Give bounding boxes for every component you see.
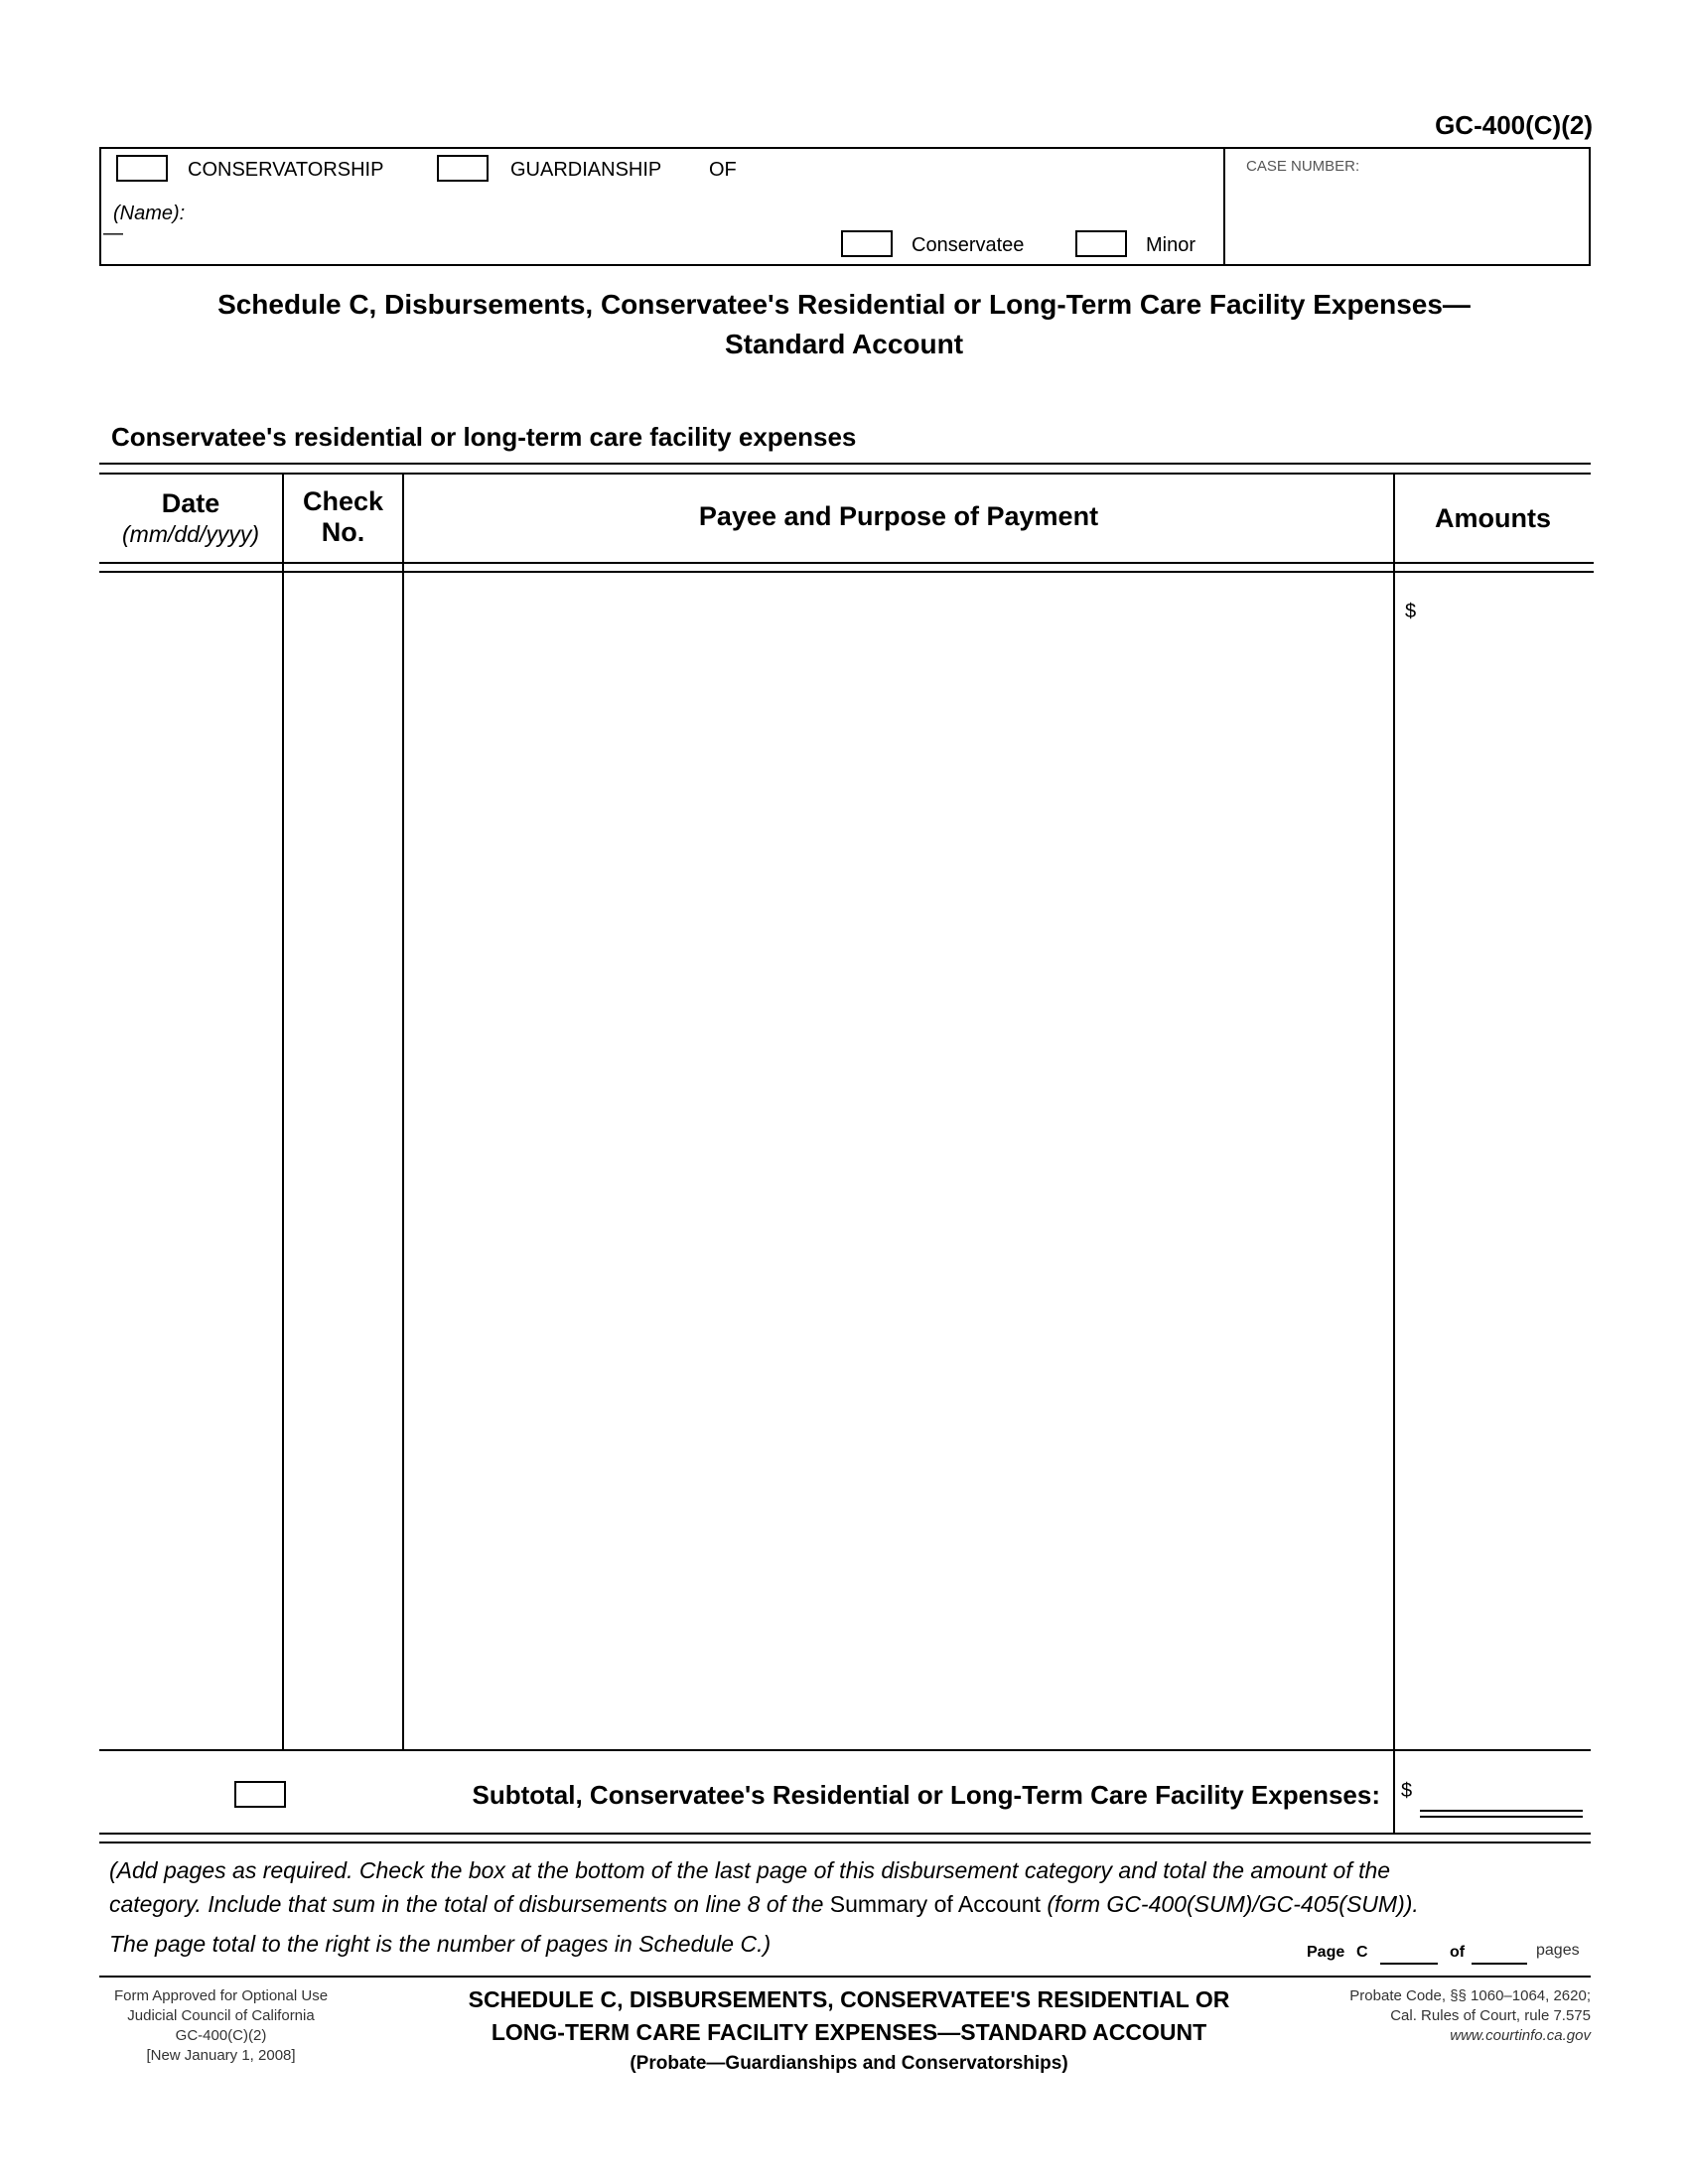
col-divider-check	[402, 473, 404, 1749]
page-number-input[interactable]	[1380, 1939, 1438, 1965]
subtotal-bottom-rule	[99, 1833, 1591, 1835]
table-top-rule-2	[99, 473, 1591, 475]
guardianship-label: GUARDIANSHIP	[510, 159, 662, 181]
of-pages-label: of	[1450, 1944, 1466, 1961]
name-label: (Name):	[113, 203, 186, 224]
instructions-line-3: The page total to the right is the number of pages in Schedule C.)	[109, 1931, 772, 1957]
header-bottom-rule-2	[99, 571, 1594, 573]
name-input[interactable]	[209, 201, 808, 228]
instructions-line-2	[109, 1887, 1599, 1921]
form-number: GC-400(C)(2)	[1435, 110, 1593, 140]
footer-left-line-1: Form Approved for Optional Use	[113, 1987, 329, 2004]
conservatorship-label: CONSERVATORSHIP	[188, 159, 384, 181]
col-divider-date	[282, 473, 284, 1749]
subtotal-bottom-rule-2	[99, 1842, 1591, 1843]
subtotal-double-rule-1	[1420, 1810, 1583, 1812]
footer-center	[377, 1983, 1321, 2079]
page-prefix: C	[1356, 1944, 1368, 1961]
footer-center-line-3: (Probate—Guardianships and Conservatorships)	[630, 2053, 1068, 2074]
footer-right-line-2: Cal. Rules of Court, rule 7.575	[1390, 2007, 1591, 2024]
footer-left-line-3: GC-400(C)(2)	[175, 2027, 267, 2044]
date-header-label: Date	[161, 488, 220, 518]
instructions-line-2c: (form GC-400(SUM)/GC-405(SUM)).	[1047, 1891, 1419, 1917]
footer-right	[1349, 1986, 1591, 2046]
subtotal-double-rule-2	[1420, 1816, 1583, 1818]
table-top-rule	[99, 463, 1591, 465]
amounts-dollar-sign: $	[1405, 601, 1417, 622]
table-bottom-rule	[99, 1749, 1591, 1751]
minor-checkbox[interactable]	[1075, 230, 1127, 257]
footer-center-line-2: LONG-TERM CARE FACILITY EXPENSES—STANDARD ACCOUNT	[491, 2019, 1207, 2045]
footer-left-line-4: [New January 1, 2008]	[146, 2047, 296, 2064]
of-label: OF	[709, 159, 737, 181]
date-column-input[interactable]	[103, 578, 282, 1745]
payee-header: Payee and Purpose of Payment	[698, 501, 1099, 531]
summary-of-account-ref: Summary of Account	[829, 1891, 1041, 1917]
instructions-line-2a: category. Include that sum in the total of disbursements on line 8 of the	[109, 1891, 824, 1917]
case-number-input[interactable]	[1241, 189, 1583, 250]
caption-divider	[1223, 147, 1225, 266]
conservatorship-checkbox[interactable]	[116, 155, 168, 182]
footer-center-line-1: SCHEDULE C, DISBURSEMENTS, CONSERVATEE'S RESIDENTIAL OR	[468, 1986, 1230, 2012]
instructions	[109, 1853, 1599, 1961]
footer-left	[89, 1986, 352, 2066]
courtinfo-link[interactable]: www.courtinfo.ca.gov	[1450, 2027, 1591, 2044]
conservatee-checkbox[interactable]	[841, 230, 893, 257]
check-header-line-2: No.	[321, 517, 365, 547]
date-header	[99, 488, 282, 548]
name-dash: —	[103, 222, 123, 244]
amounts-header: Amounts	[1435, 503, 1551, 533]
instructions-line-1: (Add pages as required. Check the box at the bottom of the last page of this disbursement category and total the amount of the	[109, 1857, 1391, 1883]
footer-rule	[99, 1976, 1591, 1978]
conservatee-label: Conservatee	[912, 234, 1025, 256]
pages-label: pages	[1536, 1942, 1580, 1959]
col-divider-amounts	[1393, 473, 1395, 1833]
guardianship-checkbox[interactable]	[437, 155, 489, 182]
footer-left-line-2: Judicial Council of California	[127, 2007, 315, 2024]
amounts-column-input[interactable]	[1422, 596, 1591, 1745]
payee-column-input[interactable]	[408, 578, 1393, 1745]
check-header-line-1: Check	[302, 486, 384, 516]
date-format-label: (mm/dd/yyyy)	[122, 521, 259, 547]
check-header	[284, 486, 402, 548]
title-line-1: Schedule C, Disbursements, Conservatee's Residential or Long-Term Care Facility Expenses—	[217, 289, 1471, 320]
subtotal-label: Subtotal, Conservatee's Residential or Long-Term Care Facility Expenses:	[472, 1780, 1380, 1810]
total-pages-input[interactable]	[1472, 1939, 1527, 1965]
header-bottom-rule	[99, 562, 1594, 564]
section-heading: Conservatee's residential or long-term care facility expenses	[111, 422, 857, 452]
subtotal-input[interactable]	[1422, 1775, 1585, 1805]
footer-right-line-1: Probate Code, §§ 1060–1064, 2620;	[1349, 1987, 1591, 2004]
minor-label: Minor	[1146, 234, 1196, 256]
subtotal-dollar-sign: $	[1401, 1780, 1413, 1802]
case-number-label: CASE NUMBER:	[1246, 158, 1360, 175]
page-label: Page	[1307, 1944, 1345, 1961]
schedule-title	[0, 285, 1688, 364]
last-page-checkbox[interactable]	[234, 1781, 286, 1808]
title-line-2: Standard Account	[724, 329, 964, 359]
